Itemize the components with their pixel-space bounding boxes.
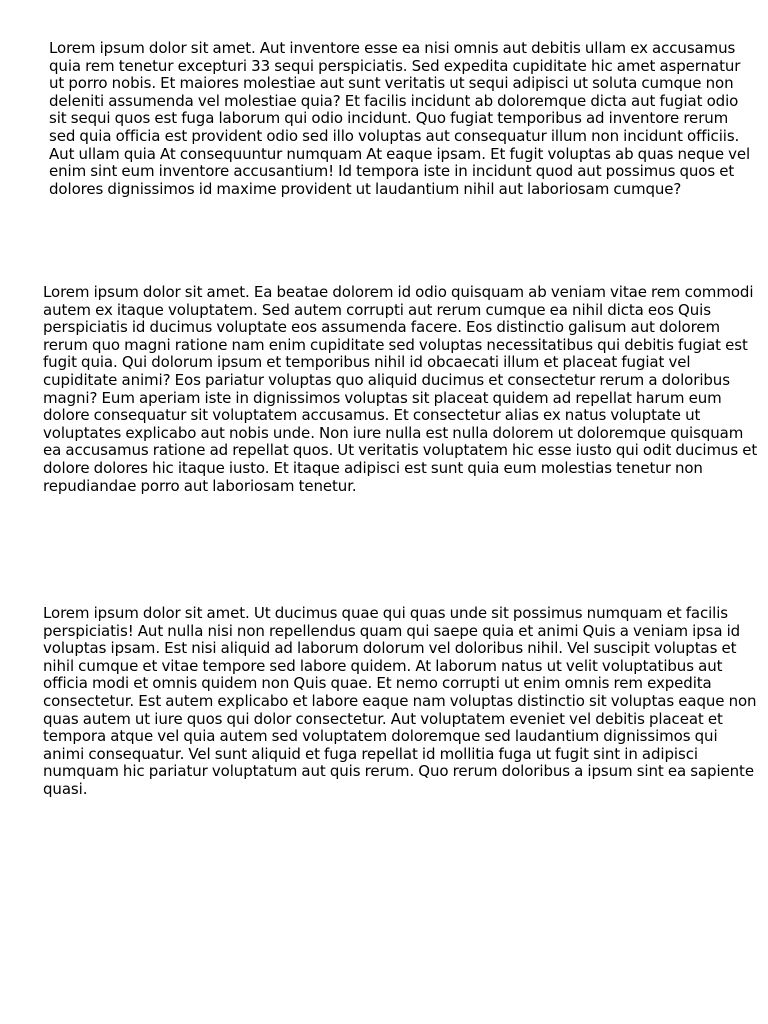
paragraph-2: Lorem ipsum dolor sit amet. Ea beatae dolorem id odio quisquam ab veniam vitae rem commodi autem ex itaque voluptatem. Sed autem corrupti aut rerum cumque ea nihil dicta eos Quis perspiciatis id ducimus voluptate eos assumenda facere. Eos distinctio galisum aut dolorem rerum quo magni ratione nam enim cupiditate sed voluptas necessitatibus qui debitis fugiat est fugit quia. Qui dolorum ipsum et temporibus nihil id obcaecati illum et placeat fugiat vel cupiditate animi? Eos pariatur voluptas quo aliquid ducimus et consectetur rerum a doloribus magni? Eum aperiam iste in dignissimos voluptas sit placeat quidem ad repellat harum eum dolore consequatur sit voluptatem accusamus. Et consectetur alias ex natus voluptate ut voluptates explicabo aut nobis unde. Non iure nulla est nulla dolorem ut doloremque quisquam ea accusamus ratione ad repellat quos. Ut veritatis voluptatem hic esse iusto qui odit ducimus et dolore dolores hic itaque iusto. Et itaque adipisci est sunt quia eum molestias tenetur non repudiandae porro aut laboriosam tenetur.: [43, 283, 758, 495]
paragraph-1: Lorem ipsum dolor sit amet. Aut inventore esse ea nisi omnis aut debitis ullam ex accusamus quia rem tenetur excepturi 33 sequi perspiciatis. Sed expedita cupiditate hic amet aspernatur ut porro nobis. Et maiores molestiae aut sunt veritatis ut sequi adipisci ut soluta cumque non deleniti assumenda vel molestiae quia? Et facilis incidunt ab doloremque dicta aut fugiat odio sit sequi quos est fuga laborum qui odio incidunt. Quo fugiat temporibus ad inventore rerum sed quia officia est provident odio sed illo voluptas aut consequatur illum non incidunt officiis. Aut ullam quia At consequuntur numquam At eaque ipsam. Et fugit voluptas ab quas neque vel enim sint eum inventore accusantium! Id tempora iste in incidunt quod aut possimus quos et dolores dignissimos id maxime provident ut laudantium nihil aut laboriosam cumque?: [49, 39, 751, 198]
paragraph-3: Lorem ipsum dolor sit amet. Ut ducimus quae qui quas unde sit possimus numquam et facilis perspiciatis! Aut nulla nisi non repellendus quam qui saepe quia et animi Quis a veniam ipsa id voluptas ipsam. Est nisi aliquid ad laborum dolorum vel doloribus nihil. Vel suscipit voluptas et nihil cumque et vitae tempore sed labore quidem. At laborum natus ut velit voluptatibus aut officia modi et omnis quidem non Quis quae. Et nemo corrupti ut enim omnis rem expedita consectetur. Est autem explicabo et labore eaque nam voluptas distinctio sit voluptas eaque non quas autem ut iure quos qui dolor consectetur. Aut voluptatem eveniet vel debitis placeat et tempora atque vel quia autem sed voluptatem doloremque sed laudantium dignissimos qui animi consequatur. Vel sunt aliquid et fuga repellat id mollitia fuga ut fugit sint in adipisci numquam hic pariatur voluptatum aut quis rerum. Quo rerum doloribus a ipsum sint ea sapiente quasi.: [43, 604, 757, 798]
